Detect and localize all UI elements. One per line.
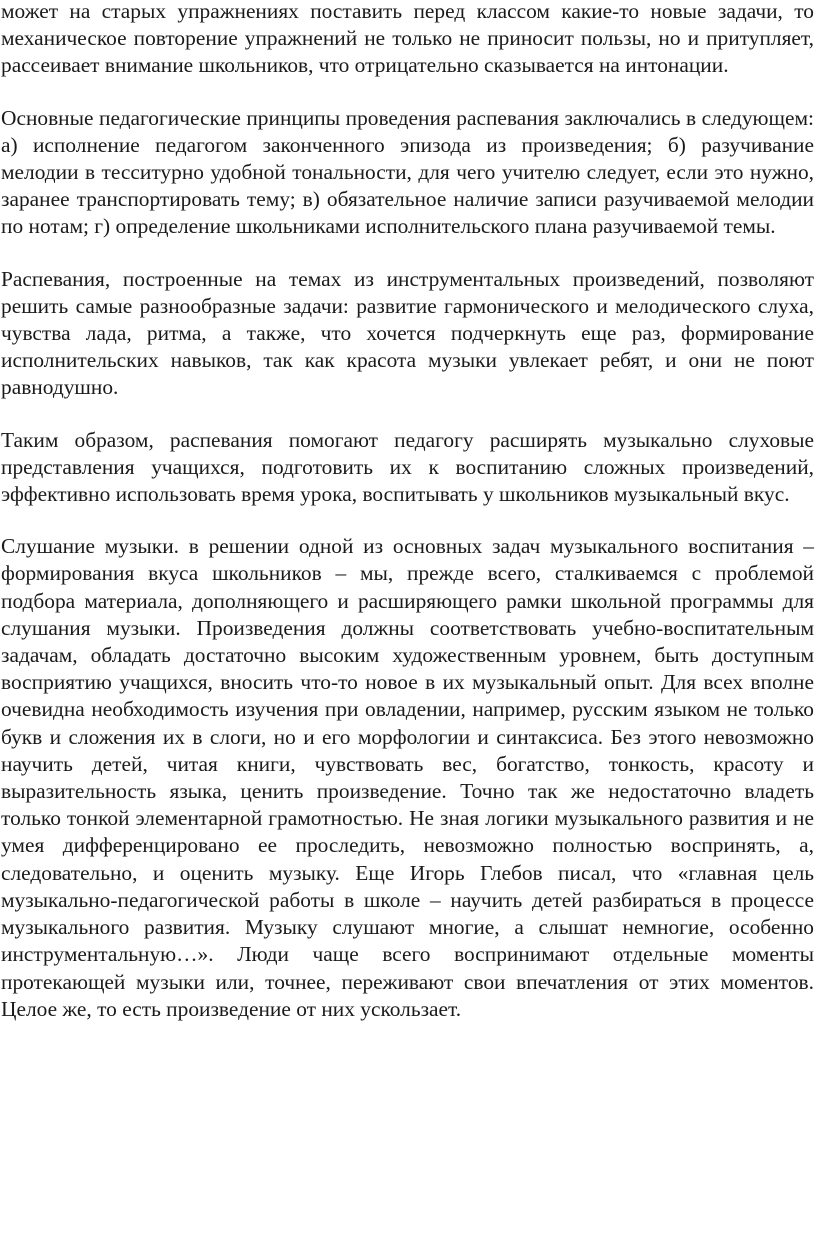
paragraph-1: может на старых упражнениях поставить перед классом какие-то новые задачи, то механическое повторение упражнений не только не приносит пользы, но и притупляет, рассеивает внимание школьников, что отрицательно сказывается на интонации. (1, 0, 814, 78)
paragraph-4: Таким образом, распевания помогают педагогу расширять музыкально слуховые представления учащихся, подготовить их к воспитанию сложных произведений, эффективно использовать время урока, воспитывать у школьников музыкальный вкус. (1, 427, 814, 507)
paragraph-3: Распевания, построенные на темах из инструментальных произведений, позволяют решить самые разнообразные задачи: развитие гармонического и мелодического слуха, чувства лада, ритма, а также, что хочется подчеркнуть еще раз, формирование исполнительских навыков, так как красота музыки увлекает ребят, и они не поют равнодушно. (1, 266, 814, 400)
paragraph-5: Слушание музыки. в решении одной из основных задач музыкального воспитания – формирования вкуса школьников – мы, прежде всего, сталкиваемся с проблемой подбора материала, дополняющего и расширяющего рамки школьной программы для слушания музыки. Произведения должны соответствовать учебно-воспитательным задачам, обладать достаточно высоким художественным уровнем, быть доступным восприятию учащихся, вносить что-то новое в их музыкальный опыт. Для всех вполне очевидна необходимость изучения при овладении, например, русским языком не только букв и сложения их в слоги, но и его морфологии и синтаксиса. Без этого невозможно научить детей, читая книги, чувствовать вес, богатство, тонкость, красоту и выразительность языка, ценить произведение. Точно так же недостаточно владеть только тонкой элементарной грамотностью. Не зная логики музыкального развития и не умея дифференцировано ее проследить, невозможно полностью воспринять, а, следовательно, и оценить музыку. Еще Игорь Глебов писал, что «главная цель музыкально-педагогической работы в школе – научить детей разбираться в процессе музыкального развития. Музыку слушают многие, а слышат немногие, особенно инструментальную…». Люди чаще всего воспринимают отдельные моменты протекающей музыки или, точнее, переживают свои впечатления от этих моментов. Целое же, то есть произведение от них ускользает. (1, 534, 814, 1021)
paragraph-2: Основные педагогические принципы проведения распевания заключались в следующем: а) исполнение педагогом законченного эпизода из произведения; б) разучивание мелодии в тесситурно удобной тональности, для чего учителю следует, если это нужно, заранее транспортировать тему; в) обязательное наличие записи разучиваемой мелодии по нотам; г) определение школьниками исполнительского плана разучиваемой темы. (1, 105, 814, 239)
